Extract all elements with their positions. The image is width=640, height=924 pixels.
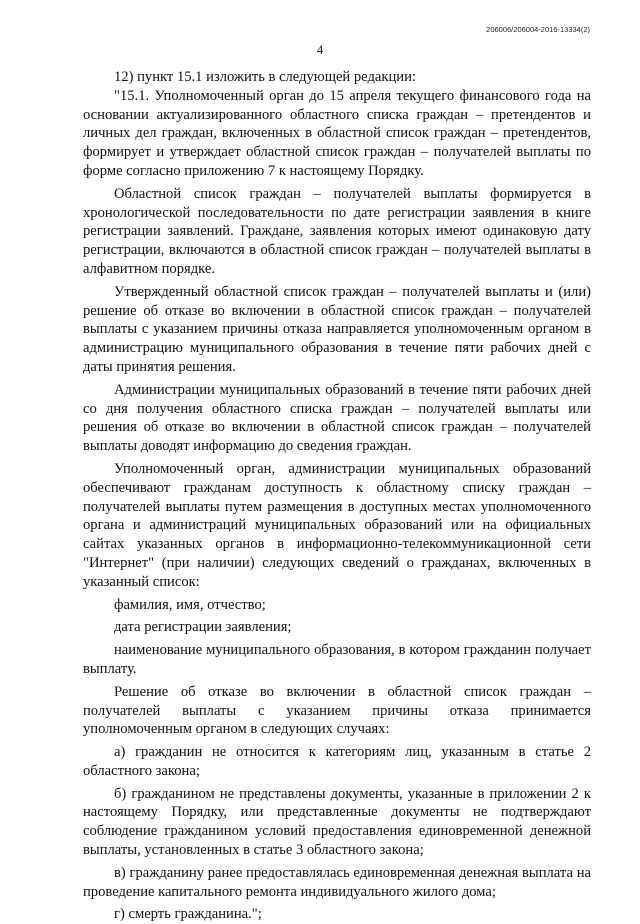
paragraph-clause-15-1: "15.1. Уполномоченный орган до 15 апреля текущего финансового года на основании актуализированного областного списка граждан – претендентов и личных дел граждан, включенных в областной список граждан – претендентов, формирует и утверждает областной список граждан – получателей выплаты по форме согласно приложению 7 к настоящему Порядку. bbox=[83, 87, 591, 179]
paragraph-list-formation: Областной список граждан – получателей выплаты формируется в хронологической последовательности по дате регистрации заявления в книге регистрации заявлений. Граждане, заявления которых имеют одинаковую дату регистрации, включаются в областной список граждан – получателей выплаты в алфавитном порядке. bbox=[83, 185, 591, 277]
list-item-municipality: наименование муниципального образования, в котором гражданин получает выплату. bbox=[83, 642, 591, 677]
refusal-item-c: в) гражданину ранее предоставлялась единовременная денежная выплата на проведение капитального ремонта индивидуального жилого дома; bbox=[83, 864, 591, 900]
list-item-registration-date: дата регистрации заявления; bbox=[114, 619, 292, 636]
page-number: 4 bbox=[316, 42, 324, 57]
paragraph-refusal-grounds: Решение об отказе во включении в областной список граждан – получателей выплаты с указанием причины отказа принимается уполномоченным органом в следующих случаях: bbox=[83, 683, 591, 738]
paragraph-list-delivery: Утвержденный областной список граждан – получателей выплаты и (или) решение об отказе во включении в областной список граждан – получателей выплаты с указанием причины отказа направляется уполномоченным органом в администрацию муниципального образования в течение пяти рабочих дней с даты принятия решения. bbox=[83, 283, 591, 375]
refusal-item-b: б) гражданином не представлены документы, указанные в приложении 2 к настоящему Порядку, или представленные документы не подтверждают соблюдение гражданином условий предоставления единовременной денежной выплаты, установленных в статье 3 областного закона; bbox=[83, 785, 591, 859]
paragraph-publication: Уполномоченный орган, администрации муниципальных образований обеспечивают гражданам доступность к областному списку граждан – получателей выплаты путем размещения в доступных местах уполномоченного органа и администраций муниципальных образований или на официальных сайтах указанных органов в информационно-телекоммуникационной сети "Интернет" (при наличии) следующих сведений о гражданах, включенных в указанный список: bbox=[83, 460, 591, 590]
document-id: 206006/206004-2016-13334(2) bbox=[486, 25, 590, 34]
paragraph-municipal-notice: Администрации муниципальных образований в течение пяти рабочих дней со дня получения областного списка граждан – получателей выплаты или решения об отказе во включении в областной список граждан – получателей выплаты доводят информацию до сведения граждан. bbox=[83, 381, 591, 455]
refusal-item-a: а) гражданин не относится к категориям лиц, указанным в статье 2 областного закона; bbox=[83, 744, 591, 779]
list-item-full-name: фамилия, имя, отчество; bbox=[114, 596, 266, 613]
document-body bbox=[83, 68, 591, 924]
refusal-item-d: г) смерть гражданина."; bbox=[114, 906, 262, 923]
paragraph-amendment-intro: 12) пункт 15.1 изложить в следующей редакции: bbox=[114, 69, 416, 85]
